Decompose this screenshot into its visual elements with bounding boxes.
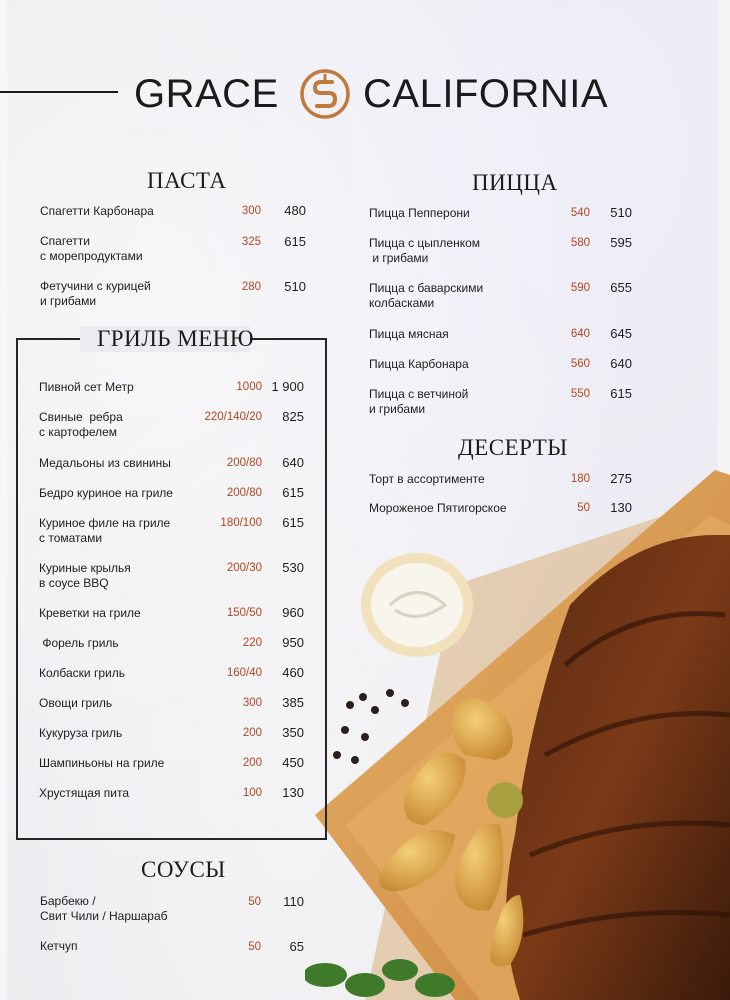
grill-item-name: Пивной сет Метр	[39, 380, 134, 394]
grill-item-price: 825	[282, 409, 304, 424]
pasta-item-weight: 325	[241, 236, 261, 248]
grill-item-weight: 300	[242, 697, 262, 709]
section-title-sauces: СОУСЫ	[141, 857, 226, 882]
sauce-item-weight: 50	[248, 896, 261, 908]
grill-item-name: Хрустящая пита	[39, 786, 130, 800]
pizza-item-weight: 640	[570, 328, 590, 340]
pasta-item-price: 480	[284, 203, 306, 218]
pizza-item-name: Пицца Пепперони	[369, 206, 470, 220]
pasta-item-weight: 280	[241, 281, 261, 293]
pasta-item-name: Спагетти с морепродуктами	[40, 234, 143, 263]
grill-item-price: 450	[282, 755, 304, 770]
grill-item-name: Куриные крылья в соусе BBQ	[39, 561, 131, 590]
sauce-item-name: Барбекю / Свит Чили / Наршараб	[40, 894, 168, 923]
header-rule	[0, 91, 118, 93]
grill-item-weight: 1000	[236, 381, 262, 393]
brand-name-left: GRACE	[134, 72, 279, 116]
grill-item-name: Овощи гриль	[39, 696, 113, 710]
section-title-desserts: ДЕСЕРТЫ	[458, 435, 568, 460]
sauce-item-price: 65	[289, 939, 304, 954]
dessert-item-price: 275	[610, 471, 632, 486]
pizza-item-price: 510	[610, 205, 632, 220]
pizza-item-price: 645	[610, 326, 632, 341]
page-edge-left	[0, 0, 7, 1000]
grill-item-name: Колбаски гриль	[39, 666, 125, 680]
pizza-item-weight: 560	[570, 358, 590, 370]
grill-item-price: 385	[282, 695, 304, 710]
pizza-item-weight: 550	[570, 388, 590, 400]
pizza-item-price: 615	[610, 386, 632, 401]
pizza-item-name: Пицца с баварскими колбасками	[369, 281, 484, 310]
grill-item-price: 1 900	[271, 379, 304, 394]
pasta-item-price: 510	[284, 279, 306, 294]
grill-item-weight: 180/100	[220, 517, 262, 529]
grill-item-price: 615	[282, 515, 304, 530]
sauce-item-price: 110	[283, 894, 304, 909]
pizza-item-weight: 580	[570, 237, 590, 249]
grill-item-name: Форель гриль	[39, 636, 119, 650]
food-photo-ribs	[305, 455, 730, 1000]
section-title-pasta: ПАСТА	[147, 168, 227, 193]
grill-item-weight: 100	[242, 787, 262, 799]
grill-item-price: 130	[282, 785, 304, 800]
grill-item-weight: 200/30	[226, 562, 262, 574]
dessert-item-price: 130	[610, 500, 632, 515]
grill-item-weight: 200/80	[226, 457, 262, 469]
brand-logo-icon	[299, 68, 351, 120]
section-title-grill: ГРИЛЬ МЕНЮ	[97, 326, 255, 351]
dessert-item-weight: 180	[570, 473, 590, 485]
pasta-item-name: Фетучини с курицей и грибами	[40, 279, 151, 308]
sauce-item-name: Кетчуп	[40, 939, 78, 953]
pasta-item-weight: 300	[241, 205, 261, 217]
grill-item-name: Свиные ребра с картофелем	[39, 410, 123, 439]
grill-item-name: Бедро куриное на гриле	[39, 486, 173, 500]
grill-item-weight: 150/50	[226, 607, 262, 619]
pizza-item-name: Пицца с ветчиной и грибами	[369, 387, 469, 416]
grill-item-name: Шампиньоны на гриле	[39, 756, 165, 770]
grill-item-price: 960	[282, 605, 304, 620]
grill-item-weight: 200/80	[226, 487, 262, 499]
sauce-item-weight: 50	[248, 941, 261, 953]
grill-item-price: 530	[282, 560, 304, 575]
grill-item-weight: 220	[242, 637, 262, 649]
grill-item-price: 615	[282, 485, 304, 500]
grill-item-price: 460	[282, 665, 304, 680]
grill-item-weight: 220/140/20	[204, 411, 262, 423]
pasta-item-name: Спагетти Карбонара	[40, 204, 154, 218]
pizza-item-price: 640	[610, 356, 632, 371]
brand-name-right: CALIFORNIA	[363, 72, 609, 116]
grill-item-price: 350	[282, 725, 304, 740]
grill-item-weight: 160/40	[226, 667, 262, 679]
dessert-item-name: Торт в ассортименте	[369, 472, 485, 486]
section-title-pizza: ПИЦЦА	[472, 170, 558, 195]
grill-item-name: Креветки на гриле	[39, 606, 141, 620]
grill-item-name: Кукуруза гриль	[39, 726, 123, 740]
grill-item-weight: 200	[242, 727, 262, 739]
dessert-item-name: Мороженое Пятигорское	[369, 501, 507, 515]
grill-item-price: 950	[282, 635, 304, 650]
pizza-item-price: 595	[610, 235, 632, 250]
grill-item-name: Куриное филе на гриле с томатами	[39, 516, 171, 545]
grill-item-price: 640	[282, 455, 304, 470]
pizza-item-weight: 590	[570, 282, 590, 294]
pizza-item-price: 655	[610, 280, 632, 295]
pizza-item-name: Пицца с цыпленком и грибами	[369, 236, 481, 265]
grill-item-name: Медальоны из свинины	[39, 456, 171, 470]
pizza-item-weight: 540	[570, 207, 590, 219]
grill-item-weight: 200	[242, 757, 262, 769]
dessert-item-weight: 50	[577, 502, 590, 514]
pizza-item-name: Пицца Карбонара	[369, 357, 469, 371]
pasta-item-price: 615	[284, 234, 306, 249]
pizza-item-name: Пицца мясная	[369, 327, 449, 341]
